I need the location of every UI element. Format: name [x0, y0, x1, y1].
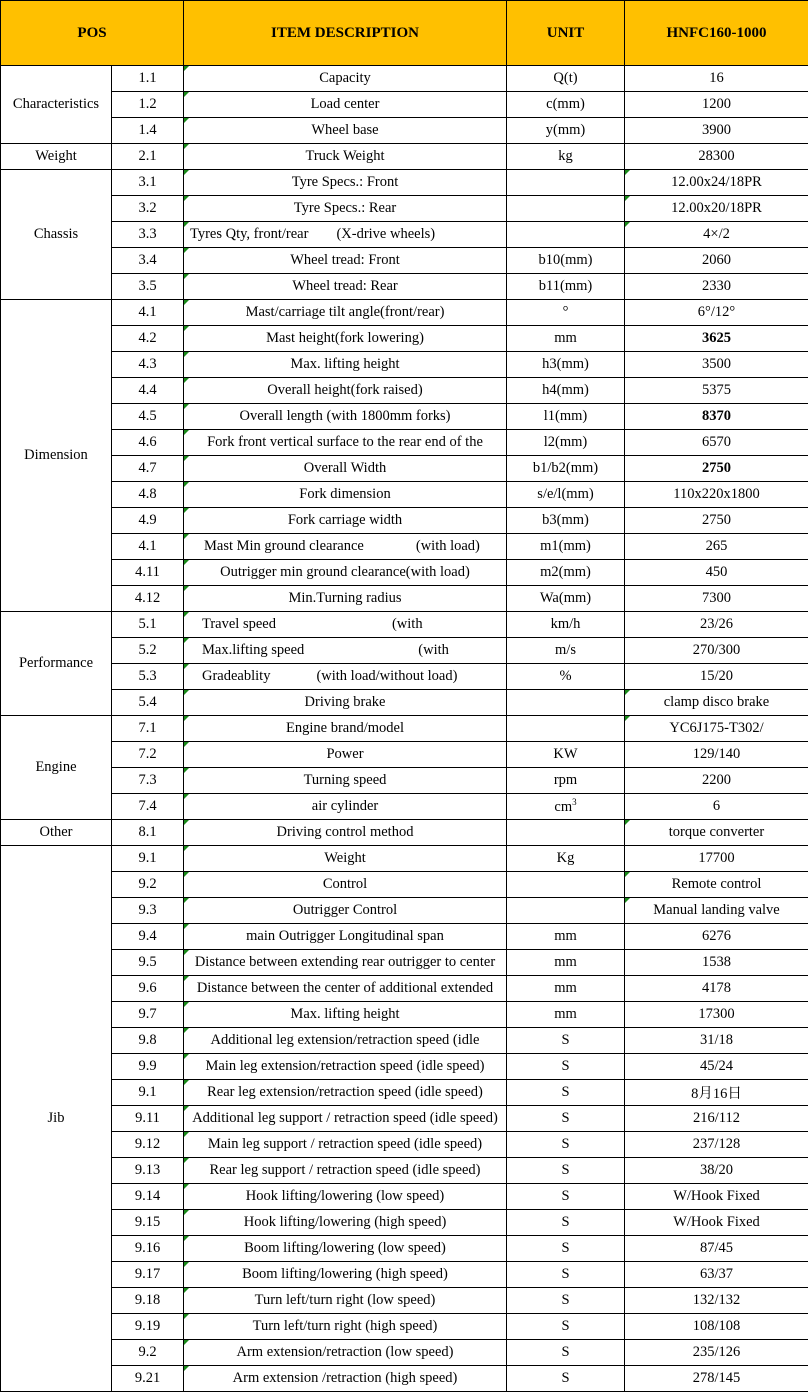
value-cell: 2200: [625, 768, 808, 794]
value-cell: 16: [625, 66, 808, 92]
table-row: [1, 1080, 808, 1106]
unit-cell: mm: [507, 924, 625, 950]
description-cell: Capacity: [184, 66, 507, 92]
pos-cell: 4.3: [112, 352, 184, 378]
description-note: (with load/without load): [316, 668, 458, 684]
table-row: [1, 820, 808, 846]
description-cell: [184, 534, 507, 560]
table-row: [1, 508, 808, 534]
pos-cell: 9.15: [112, 1210, 184, 1236]
table-row: [1, 872, 808, 898]
unit-cell: b11(mm): [507, 274, 625, 300]
description-cell: Fork dimension: [184, 482, 507, 508]
table-row: [1, 248, 808, 274]
description-cell: Rear leg support / retraction speed (idle speed): [184, 1158, 507, 1184]
pos-cell: 4.8: [112, 482, 184, 508]
description-cell: Rear leg extension/retraction speed (idle speed): [184, 1080, 507, 1106]
pos-cell: 9.2: [112, 1340, 184, 1366]
pos-cell: 9.6: [112, 976, 184, 1002]
value-cell: 108/108: [625, 1314, 808, 1340]
table-row: [1, 196, 808, 222]
group-label: Performance: [1, 612, 112, 716]
unit-cell: S: [507, 1340, 625, 1366]
description-cell: Outrigger Control: [184, 898, 507, 924]
table-row: [1, 1028, 808, 1054]
description-cell: Hook lifting/lowering (high speed): [184, 1210, 507, 1236]
table-row: [1, 1002, 808, 1028]
table-row: [1, 66, 808, 92]
unit-cell: S: [507, 1106, 625, 1132]
pos-cell: 7.1: [112, 716, 184, 742]
value-cell: Manual landing valve: [625, 898, 808, 924]
group-label: Weight: [1, 144, 112, 170]
description-cell: Outrigger min ground clearance(with load): [184, 560, 507, 586]
value-cell: 2060: [625, 248, 808, 274]
header-item-description: ITEM DESCRIPTION: [184, 1, 507, 66]
value-cell: 38/20: [625, 1158, 808, 1184]
value-cell: 31/18: [625, 1028, 808, 1054]
pos-cell: 4.6: [112, 430, 184, 456]
pos-cell: 9.3: [112, 898, 184, 924]
value-cell: 265: [625, 534, 808, 560]
unit-cell: [507, 716, 625, 742]
description-cell: Wheel tread: Front: [184, 248, 507, 274]
pos-cell: 9.13: [112, 1158, 184, 1184]
table-row: [1, 638, 808, 664]
value-cell: W/Hook Fixed: [625, 1210, 808, 1236]
unit-cell: [507, 820, 625, 846]
header-unit: UNIT: [507, 1, 625, 66]
value-cell: 110x220x1800: [625, 482, 808, 508]
table-row: [1, 1314, 808, 1340]
pos-cell: 3.3: [112, 222, 184, 248]
unit-cell: Wa(mm): [507, 586, 625, 612]
pos-cell: 9.8: [112, 1028, 184, 1054]
description-cell: Turn left/turn right (low speed): [184, 1288, 507, 1314]
table-row: [1, 1236, 808, 1262]
description-cell: Boom lifting/lowering (high speed): [184, 1262, 507, 1288]
unit-cell: s/e/l(mm): [507, 482, 625, 508]
value-cell: 450: [625, 560, 808, 586]
unit-cell: S: [507, 1028, 625, 1054]
description-cell: air cylinder: [184, 794, 507, 820]
description-cell: [184, 664, 507, 690]
value-cell: 270/300: [625, 638, 808, 664]
unit-cell: m2(mm): [507, 560, 625, 586]
table-row: [1, 716, 808, 742]
unit-cell: km/h: [507, 612, 625, 638]
description-cell: Wheel base: [184, 118, 507, 144]
description-cell: Wheel tread: Rear: [184, 274, 507, 300]
value-cell: 15/20: [625, 664, 808, 690]
table-row: [1, 352, 808, 378]
table-row: [1, 92, 808, 118]
description-cell: Load center: [184, 92, 507, 118]
description-cell: Additional leg extension/retraction speed (idle: [184, 1028, 507, 1054]
table-row: [1, 950, 808, 976]
unit-cell: S: [507, 1210, 625, 1236]
pos-cell: 9.14: [112, 1184, 184, 1210]
description-cell: Turning speed: [184, 768, 507, 794]
pos-cell: 2.1: [112, 144, 184, 170]
description-cell: Mast/carriage tilt angle(front/rear): [184, 300, 507, 326]
value-cell: 12.00x20/18PR: [625, 196, 808, 222]
header-pos: POS: [1, 1, 184, 66]
description-cell: Control: [184, 872, 507, 898]
unit-cell: m/s: [507, 638, 625, 664]
unit-cell: b1/b2(mm): [507, 456, 625, 482]
table-row: [1, 768, 808, 794]
table-row: [1, 976, 808, 1002]
value-cell: 1200: [625, 92, 808, 118]
pos-cell: 9.9: [112, 1054, 184, 1080]
description-cell: Overall height(fork raised): [184, 378, 507, 404]
group-label: Other: [1, 820, 112, 846]
table-row: [1, 742, 808, 768]
unit-cell: Kg: [507, 846, 625, 872]
value-cell: Remote control: [625, 872, 808, 898]
table-row: [1, 170, 808, 196]
unit-cell: [507, 794, 625, 820]
table-row: [1, 1288, 808, 1314]
value-cell: 235/126: [625, 1340, 808, 1366]
table-row: [1, 586, 808, 612]
value-cell: 6570: [625, 430, 808, 456]
pos-cell: 3.2: [112, 196, 184, 222]
unit-cell: S: [507, 1288, 625, 1314]
description-cell: Min.Turning radius: [184, 586, 507, 612]
table-row: [1, 560, 808, 586]
table-row: [1, 846, 808, 872]
description-cell: Main leg support / retraction speed (idle speed): [184, 1132, 507, 1158]
unit-cell: h4(mm): [507, 378, 625, 404]
group-label: Characteristics: [1, 66, 112, 144]
table-row: [1, 456, 808, 482]
value-cell: 5375: [625, 378, 808, 404]
pos-cell: 4.11: [112, 560, 184, 586]
unit-cell: [507, 196, 625, 222]
pos-cell: 9.21: [112, 1366, 184, 1392]
value-cell: 4178: [625, 976, 808, 1002]
table-row: [1, 378, 808, 404]
unit-cell: [507, 872, 625, 898]
table-row: [1, 690, 808, 716]
unit-cell: °: [507, 300, 625, 326]
value-cell: 132/132: [625, 1288, 808, 1314]
unit-cell: S: [507, 1236, 625, 1262]
description-cell: Arm extension /retraction (high speed): [184, 1366, 507, 1392]
table-row: [1, 1366, 808, 1392]
table-row: [1, 1184, 808, 1210]
pos-cell: 4.12: [112, 586, 184, 612]
description-cell: Driving brake: [184, 690, 507, 716]
unit-cell: S: [507, 1184, 625, 1210]
pos-cell: 5.4: [112, 690, 184, 716]
description-cell: Tyre Specs.: Front: [184, 170, 507, 196]
description-note: (X-drive wheels): [336, 226, 436, 242]
unit-cell: c(mm): [507, 92, 625, 118]
table-row: [1, 144, 808, 170]
description-cell: Boom lifting/lowering (low speed): [184, 1236, 507, 1262]
pos-cell: 8.1: [112, 820, 184, 846]
pos-cell: 4.7: [112, 456, 184, 482]
unit-superscript: 3: [572, 797, 577, 808]
value-cell: 17700: [625, 846, 808, 872]
description-cell: Tyre Specs.: Rear: [184, 196, 507, 222]
value-cell: 17300: [625, 1002, 808, 1028]
pos-cell: 3.5: [112, 274, 184, 300]
description-cell: main Outrigger Longitudinal span: [184, 924, 507, 950]
group-label: Jib: [1, 846, 112, 1392]
description-cell: Main leg extension/retraction speed (idle speed): [184, 1054, 507, 1080]
description-cell: Arm extension/retraction (low speed): [184, 1340, 507, 1366]
description-text: Mast Min ground clearance: [204, 538, 364, 554]
unit-cell: S: [507, 1158, 625, 1184]
table-row: [1, 326, 808, 352]
pos-cell: 9.16: [112, 1236, 184, 1262]
value-cell: 278/145: [625, 1366, 808, 1392]
unit-cell: [507, 222, 625, 248]
value-cell: torque converter: [625, 820, 808, 846]
unit-cell: h3(mm): [507, 352, 625, 378]
pos-cell: 7.2: [112, 742, 184, 768]
unit-cell: %: [507, 664, 625, 690]
unit-cell: l1(mm): [507, 404, 625, 430]
value-cell: 1538: [625, 950, 808, 976]
value-cell: 6: [625, 794, 808, 820]
unit-cell: S: [507, 1080, 625, 1106]
unit-cell: l2(mm): [507, 430, 625, 456]
value-cell: 2750: [625, 456, 808, 482]
table-row: [1, 118, 808, 144]
pos-cell: 5.2: [112, 638, 184, 664]
value-cell: clamp disco brake: [625, 690, 808, 716]
pos-cell: 9.4: [112, 924, 184, 950]
table-row: [1, 664, 808, 690]
table-row: [1, 1340, 808, 1366]
value-cell: 3900: [625, 118, 808, 144]
value-cell: 28300: [625, 144, 808, 170]
pos-cell: 4.4: [112, 378, 184, 404]
description-cell: Mast height(fork lowering): [184, 326, 507, 352]
table-row: [1, 300, 808, 326]
description-cell: Additional leg support / retraction speed (idle speed): [184, 1106, 507, 1132]
pos-cell: 4.2: [112, 326, 184, 352]
pos-cell: 1.1: [112, 66, 184, 92]
table-row: [1, 430, 808, 456]
unit-cell: y(mm): [507, 118, 625, 144]
description-cell: Power: [184, 742, 507, 768]
pos-cell: 9.1: [112, 1080, 184, 1106]
table-row: [1, 1054, 808, 1080]
unit-text: cm: [554, 798, 573, 815]
description-text: Tyres Qty, front/rear: [190, 226, 309, 242]
value-cell: 6276: [625, 924, 808, 950]
pos-cell: 4.9: [112, 508, 184, 534]
description-cell: Overall Width: [184, 456, 507, 482]
description-cell: Distance between the center of additional extended: [184, 976, 507, 1002]
table-row: [1, 534, 808, 560]
pos-cell: 1.2: [112, 92, 184, 118]
description-note: (with: [391, 616, 423, 632]
table-row: [1, 404, 808, 430]
group-label: Chassis: [1, 170, 112, 300]
pos-cell: 9.1: [112, 846, 184, 872]
group-label: Engine: [1, 716, 112, 820]
spec-body: [1, 66, 808, 1392]
description-cell: Fork front vertical surface to the rear end of the: [184, 430, 507, 456]
value-cell: 2750: [625, 508, 808, 534]
unit-cell: [507, 690, 625, 716]
unit-cell: KW: [507, 742, 625, 768]
unit-cell: mm: [507, 950, 625, 976]
pos-cell: 9.17: [112, 1262, 184, 1288]
pos-cell: 9.2: [112, 872, 184, 898]
value-cell: 3625: [625, 326, 808, 352]
description-note: (with load): [415, 538, 480, 554]
pos-cell: 7.4: [112, 794, 184, 820]
unit-cell: [507, 170, 625, 196]
value-cell: 3500: [625, 352, 808, 378]
unit-cell: S: [507, 1314, 625, 1340]
group-label: Dimension: [1, 300, 112, 612]
value-cell: 23/26: [625, 612, 808, 638]
description-cell: Max. lifting height: [184, 1002, 507, 1028]
unit-cell: Q(t): [507, 66, 625, 92]
unit-cell: m1(mm): [507, 534, 625, 560]
pos-cell: 5.3: [112, 664, 184, 690]
pos-cell: 5.1: [112, 612, 184, 638]
pos-cell: 9.18: [112, 1288, 184, 1314]
unit-cell: S: [507, 1262, 625, 1288]
pos-cell: 7.3: [112, 768, 184, 794]
description-note: (with: [418, 642, 449, 658]
value-cell: 6°/12°: [625, 300, 808, 326]
value-cell: 12.00x24/18PR: [625, 170, 808, 196]
header-row: [1, 1, 808, 66]
table-row: [1, 482, 808, 508]
description-cell: [184, 638, 507, 664]
unit-cell: rpm: [507, 768, 625, 794]
unit-cell: [507, 898, 625, 924]
value-cell: YC6J175-T302/: [625, 716, 808, 742]
pos-cell: 9.5: [112, 950, 184, 976]
description-cell: [184, 222, 507, 248]
value-cell: 4×/2: [625, 222, 808, 248]
table-row: [1, 794, 808, 820]
description-text: Max.lifting speed: [202, 642, 305, 658]
description-text: Travel speed: [202, 616, 276, 632]
value-cell: 129/140: [625, 742, 808, 768]
description-cell: Truck Weight: [184, 144, 507, 170]
value-cell: 7300: [625, 586, 808, 612]
table-row: [1, 924, 808, 950]
unit-cell: kg: [507, 144, 625, 170]
pos-cell: 9.7: [112, 1002, 184, 1028]
pos-cell: 4.1: [112, 300, 184, 326]
description-cell: Turn left/turn right (high speed): [184, 1314, 507, 1340]
table-row: [1, 1158, 808, 1184]
table-row: [1, 612, 808, 638]
table-row: [1, 1210, 808, 1236]
table-row: [1, 898, 808, 924]
value-cell: 216/112: [625, 1106, 808, 1132]
description-cell: Fork carriage width: [184, 508, 507, 534]
description-cell: Engine brand/model: [184, 716, 507, 742]
pos-cell: 4.1: [112, 534, 184, 560]
pos-cell: 3.4: [112, 248, 184, 274]
table-row: [1, 274, 808, 300]
description-cell: Overall length (with 1800mm forks): [184, 404, 507, 430]
value-cell: 63/37: [625, 1262, 808, 1288]
pos-cell: 9.12: [112, 1132, 184, 1158]
value-cell: 87/45: [625, 1236, 808, 1262]
description-text: Gradeablity: [202, 668, 271, 684]
description-cell: Max. lifting height: [184, 352, 507, 378]
description-cell: Hook lifting/lowering (low speed): [184, 1184, 507, 1210]
unit-cell: mm: [507, 976, 625, 1002]
description-cell: Distance between extending rear outrigger to center: [184, 950, 507, 976]
unit-cell: S: [507, 1366, 625, 1392]
table-row: [1, 1132, 808, 1158]
value-cell: 8370: [625, 404, 808, 430]
pos-cell: 9.11: [112, 1106, 184, 1132]
description-cell: Driving control method: [184, 820, 507, 846]
pos-cell: 9.19: [112, 1314, 184, 1340]
unit-cell: mm: [507, 326, 625, 352]
value-cell: 8月16日: [625, 1080, 808, 1106]
description-cell: Weight: [184, 846, 507, 872]
unit-cell: b10(mm): [507, 248, 625, 274]
description-cell: [184, 612, 507, 638]
value-cell: 45/24: [625, 1054, 808, 1080]
value-cell: 2330: [625, 274, 808, 300]
pos-cell: 3.1: [112, 170, 184, 196]
unit-cell: S: [507, 1132, 625, 1158]
value-cell: 237/128: [625, 1132, 808, 1158]
header-model: HNFC160-1000: [625, 1, 808, 66]
unit-cell: mm: [507, 1002, 625, 1028]
unit-cell: S: [507, 1054, 625, 1080]
table-row: [1, 1106, 808, 1132]
unit-cell: b3(mm): [507, 508, 625, 534]
pos-cell: 4.5: [112, 404, 184, 430]
pos-cell: 1.4: [112, 118, 184, 144]
value-cell: W/Hook Fixed: [625, 1184, 808, 1210]
table-row: [1, 222, 808, 248]
table-row: [1, 1262, 808, 1288]
